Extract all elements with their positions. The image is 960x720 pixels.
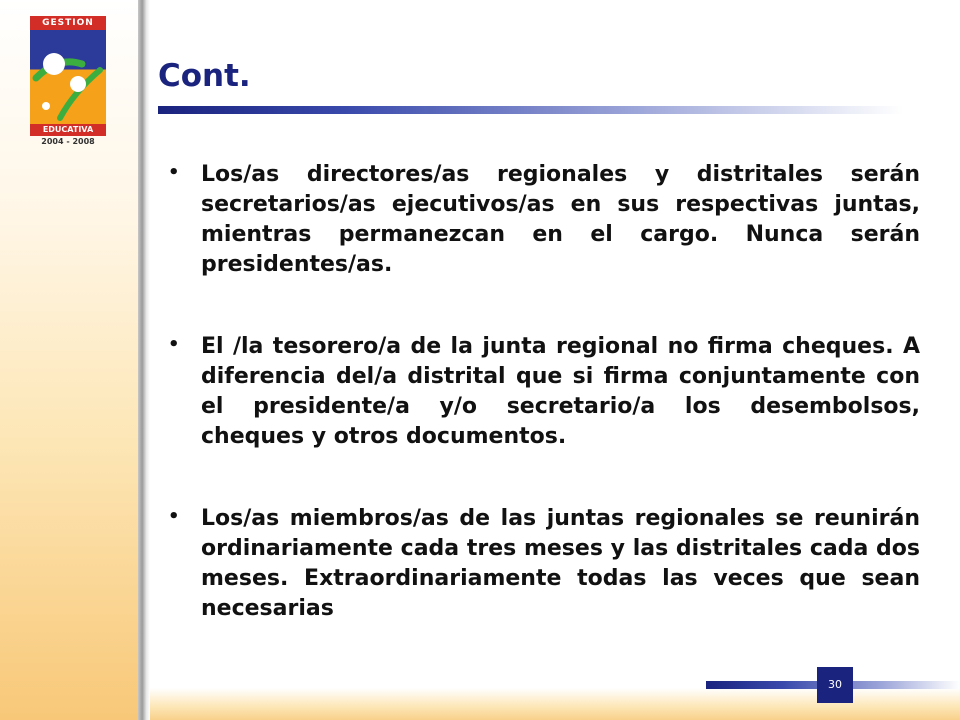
bullet-text: Los/as directores/as regionales y distritales serán secretarios/as ejecutivos/as en sus respectivas juntas, mientras permanezcan en el cargo. Nunca serán presidentes/as. bbox=[201, 162, 920, 277]
bullet-item bbox=[168, 160, 920, 280]
bullet-list bbox=[168, 160, 920, 676]
gestion-educativa-logo bbox=[30, 16, 106, 148]
logo-top-text: GESTION bbox=[30, 16, 106, 30]
page-number: 30 bbox=[817, 667, 853, 703]
title-underline bbox=[158, 106, 903, 114]
bullet-dot-icon: • bbox=[168, 506, 180, 527]
bullet-dot-icon: • bbox=[168, 162, 180, 183]
bullet-text: El /la tesorero/a de la junta regional no firma cheques. A diferencia del/a distrital que si firma conjuntamente con el presidente/a y/o secretario/a los desembolsos, cheques y otros documentos. bbox=[201, 334, 920, 449]
sidebar-edge bbox=[138, 0, 150, 720]
bullet-text: Los/as miembros/as de las juntas regionales se reunirán ordinariamente cada tres meses y las distritales cada dos meses. Extraordinariamente todas las veces que sean necesarias bbox=[201, 506, 920, 621]
logo-figures-icon bbox=[30, 30, 106, 124]
slide-title: Cont. bbox=[158, 58, 251, 94]
logo-emblem bbox=[30, 30, 106, 124]
bullet-item bbox=[168, 332, 920, 452]
bullet-dot-icon: • bbox=[168, 334, 180, 355]
logo-bottom-text: EDUCATIVA bbox=[30, 124, 106, 136]
logo-years: 2004 - 2008 bbox=[41, 137, 95, 146]
bullet-item bbox=[168, 504, 920, 624]
